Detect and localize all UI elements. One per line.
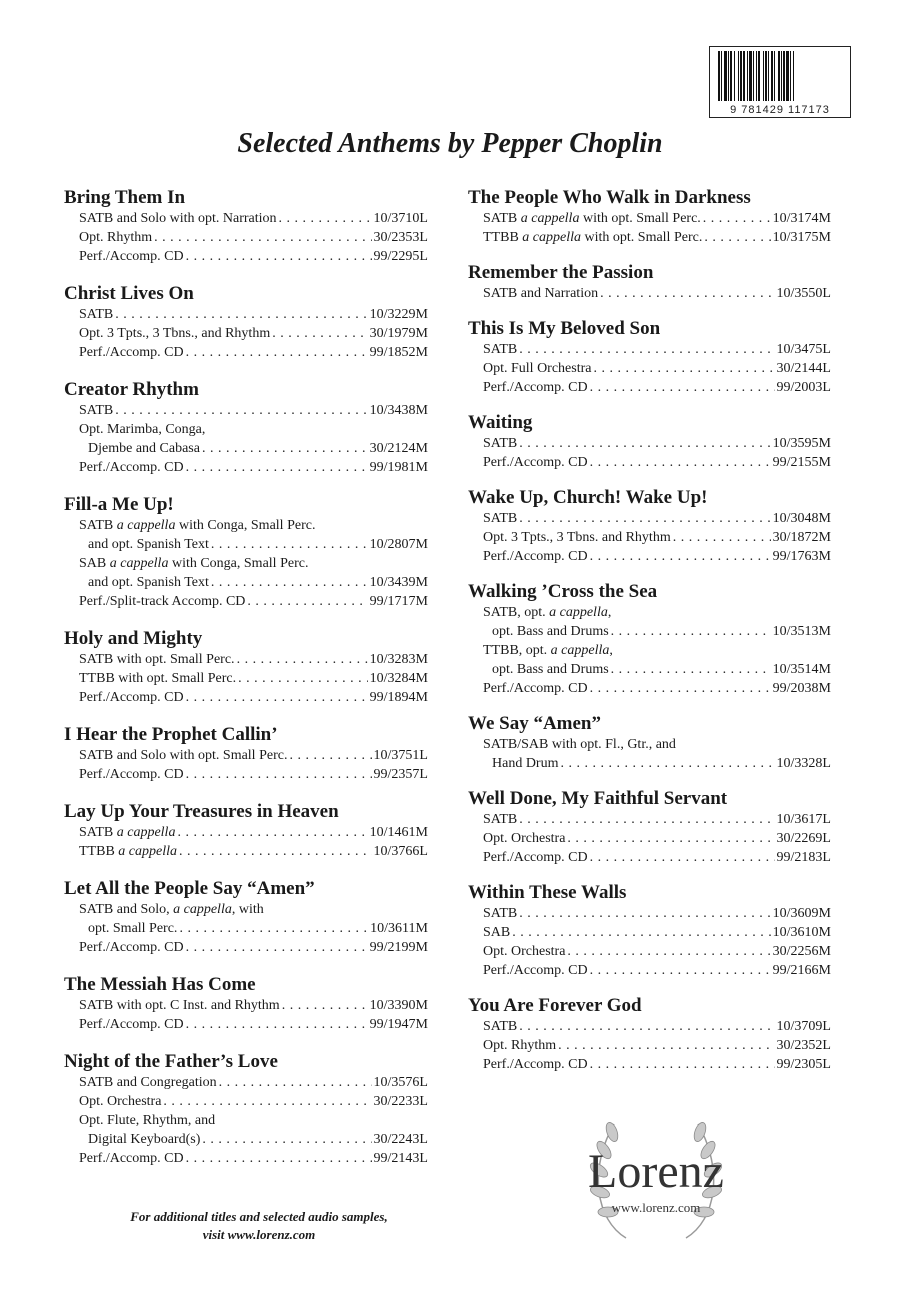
voicing-description: Opt. 3 Tpts., 3 Tbns., and Rhythm	[79, 326, 271, 341]
product-code: 30/2124M	[369, 441, 428, 456]
product-code: 99/2183L	[776, 850, 831, 865]
product-code: 10/3513M	[772, 624, 831, 639]
anthem-title: The People Who Walk in Darkness	[468, 187, 751, 208]
anthem-title: The Messiah Has Come	[64, 974, 256, 995]
voicing-line	[79, 458, 428, 477]
leader-dots	[161, 1092, 371, 1111]
voicing-description: SATB	[79, 307, 114, 322]
leader-dots	[217, 1073, 372, 1092]
voicing-line	[79, 996, 428, 1015]
anthem-entry	[468, 186, 831, 247]
product-code: 30/1872M	[772, 530, 831, 545]
leader-dots	[113, 305, 367, 324]
voicing-description: TTBB a cappella with opt. Small Perc.	[483, 230, 703, 245]
voicing-line	[483, 378, 831, 397]
voicing-description: Perf./Split-track Accomp. CD	[79, 594, 246, 609]
voicing-line	[483, 228, 831, 247]
voicing-description: SAB a cappella with Conga, Small Perc.	[79, 556, 309, 571]
voicing-line	[483, 923, 831, 942]
voicing-line	[79, 1149, 428, 1168]
voicing-line	[79, 1073, 428, 1092]
product-code: 10/3284M	[369, 671, 428, 686]
voicing-description: SATB	[483, 906, 518, 921]
voicing-line	[79, 305, 428, 324]
leader-dots	[598, 284, 774, 303]
anthem-entry	[468, 580, 831, 698]
voicing-description: opt. Small Perc.	[88, 921, 178, 936]
footer-line-1: For additional titles and selected audio samples,	[130, 1209, 388, 1224]
product-code: 99/2199M	[369, 940, 428, 955]
voicing-description: Perf./Accomp. CD	[79, 1017, 184, 1032]
anthem-title: Walking ’Cross the Sea	[468, 581, 658, 602]
voicing-line	[483, 679, 831, 698]
product-code: 10/3595M	[772, 436, 831, 451]
leader-dots	[609, 622, 771, 641]
product-code: 10/3439M	[369, 575, 428, 590]
leader-dots	[517, 904, 770, 923]
voicing-line	[483, 528, 831, 547]
anthem-title: Well Done, My Faithful Servant	[468, 788, 728, 809]
product-code: 99/1981M	[369, 460, 428, 475]
anthem-title: Night of the Father’s Love	[64, 1051, 278, 1072]
leader-dots	[245, 592, 367, 611]
voicing-line	[483, 340, 831, 359]
leader-dots	[517, 434, 770, 453]
leader-dots	[184, 1015, 368, 1034]
leader-dots	[588, 961, 771, 980]
voicing-line	[79, 1111, 428, 1130]
voicing-line	[88, 573, 428, 592]
product-code: 10/3550L	[776, 286, 831, 301]
voicing-description: SATB a cappella	[79, 825, 176, 840]
voicing-line	[79, 554, 428, 573]
voicing-line	[79, 1015, 428, 1034]
page-title: Selected Anthems by Pepper Choplin	[237, 128, 663, 159]
voicing-line	[483, 603, 831, 622]
anthem-title: I Hear the Prophet Callin’	[64, 724, 278, 745]
voicing-description: opt. Bass and Drums	[492, 662, 609, 677]
voicing-line	[483, 547, 831, 566]
product-code: 30/2353L	[373, 230, 428, 245]
voicing-description: Perf./Accomp. CD	[483, 1057, 588, 1072]
voicing-line	[492, 660, 831, 679]
voicing-description: Opt. Full Orchestra	[483, 361, 592, 376]
voicing-line	[483, 434, 831, 453]
voicing-description: SATB	[483, 342, 518, 357]
logo-wordmark: Lorenz	[588, 1145, 724, 1198]
voicing-description: TTBB, opt. a cappella,	[483, 643, 613, 658]
leader-dots	[184, 247, 372, 266]
voicing-line	[79, 516, 428, 535]
anthem-title: Within These Walls	[468, 882, 627, 903]
anthem-entry	[468, 261, 831, 303]
voicing-description: Perf./Accomp. CD	[483, 549, 588, 564]
anthem-title: Remember the Passion	[468, 262, 654, 283]
voicing-line	[483, 848, 831, 867]
leader-dots	[184, 765, 372, 784]
leader-dots	[588, 378, 775, 397]
anthem-title: Christ Lives On	[64, 283, 194, 304]
anthem-entry	[64, 493, 428, 611]
anthem-entry	[64, 378, 428, 477]
voicing-line	[88, 1130, 428, 1149]
anthem-entry	[64, 877, 428, 957]
voicing-line	[483, 829, 831, 848]
product-code: 10/3610M	[772, 925, 831, 940]
product-code: 10/3328L	[776, 756, 831, 771]
anthem-title: Fill-a Me Up!	[64, 494, 174, 515]
voicing-description: Djembe and Cabasa	[88, 441, 200, 456]
voicing-description: Perf./Accomp. CD	[483, 963, 588, 978]
voicing-description: Perf./Accomp. CD	[79, 690, 184, 705]
anthem-entry	[468, 787, 831, 867]
product-code: 30/1979M	[369, 326, 428, 341]
anthem-title: Holy and Mighty	[64, 628, 203, 649]
leader-dots	[510, 923, 770, 942]
product-code: 10/3283M	[369, 652, 428, 667]
product-code: 10/3175M	[772, 230, 831, 245]
product-code: 30/2243L	[373, 1132, 428, 1147]
product-code: 10/3617L	[776, 812, 831, 827]
voicing-line	[79, 688, 428, 707]
voicing-line	[79, 842, 428, 861]
voicing-line	[88, 439, 428, 458]
voicing-line	[79, 324, 428, 343]
anthem-title: You Are Forever God	[468, 995, 642, 1016]
voicing-line	[483, 509, 831, 528]
product-code: 10/3611M	[370, 921, 428, 936]
product-code: 99/1717M	[369, 594, 428, 609]
voicing-line	[79, 938, 428, 957]
leader-dots	[280, 996, 368, 1015]
isbn-barcode	[709, 46, 851, 118]
voicing-line	[483, 641, 831, 660]
product-code: 10/3229M	[369, 307, 428, 322]
lorenz-logo[interactable]	[566, 1110, 746, 1250]
voicing-description: SATB a cappella with opt. Small Perc.	[483, 211, 701, 226]
footer-note	[84, 1208, 434, 1244]
voicing-description: SATB and Solo, a cappella, with	[79, 902, 264, 917]
voicing-description: SATB and Congregation	[79, 1075, 217, 1090]
voicing-description: SATB with opt. Small Perc.	[79, 652, 235, 667]
voicing-description: Opt. 3 Tpts., 3 Tbns. and Rhythm	[483, 530, 671, 545]
voicing-line	[483, 1036, 831, 1055]
barcode-bars	[718, 51, 844, 101]
anthem-entry	[64, 800, 428, 861]
product-code: 99/1947M	[369, 1017, 428, 1032]
leader-dots	[277, 209, 372, 228]
leader-dots	[517, 810, 774, 829]
voicing-line	[492, 622, 831, 641]
voicing-description: SATB and Solo with opt. Narration	[79, 211, 277, 226]
voicing-line	[483, 359, 831, 378]
anthem-entry	[64, 282, 428, 362]
voicing-line	[79, 765, 428, 784]
leader-dots	[235, 650, 368, 669]
leader-dots	[671, 528, 771, 547]
leader-dots	[287, 746, 371, 765]
voicing-line	[483, 1017, 831, 1036]
voicing-description: SATB	[483, 1019, 518, 1034]
leader-dots	[184, 938, 368, 957]
leader-dots	[184, 343, 368, 362]
voicing-line	[483, 961, 831, 980]
anthem-entry	[468, 881, 831, 980]
voicing-line	[483, 735, 831, 754]
product-code: 99/1763M	[772, 549, 831, 564]
product-code: 30/2233L	[373, 1094, 428, 1109]
leader-dots	[184, 1149, 372, 1168]
voicing-description: SATB and Narration	[483, 286, 599, 301]
leader-dots	[609, 660, 771, 679]
voicing-description: Perf./Accomp. CD	[79, 345, 184, 360]
product-code: 10/3048M	[772, 511, 831, 526]
leader-dots	[177, 842, 372, 861]
product-code: 30/2144L	[776, 361, 831, 376]
voicing-description: SATB with opt. C Inst. and Rhythm	[79, 998, 280, 1013]
voicing-line	[79, 900, 428, 919]
anthem-entry	[468, 411, 831, 472]
voicing-line	[79, 228, 428, 247]
voicing-line	[483, 453, 831, 472]
anthem-title: Let All the People Say “Amen”	[64, 878, 315, 899]
product-code: 10/3514M	[772, 662, 831, 677]
anthem-entry	[64, 723, 428, 784]
product-code: 99/2305L	[776, 1057, 831, 1072]
voicing-description: SATB and Solo with opt. Small Perc.	[79, 748, 288, 763]
voicing-description: Opt. Flute, Rhythm, and	[79, 1113, 216, 1128]
anthem-title: Waiting	[468, 412, 533, 433]
voicing-line	[79, 592, 428, 611]
leader-dots	[588, 679, 771, 698]
product-code: 10/3438M	[369, 403, 428, 418]
voicing-description: Perf./Accomp. CD	[79, 940, 184, 955]
leader-dots	[175, 823, 367, 842]
anthem-title: This Is My Beloved Son	[468, 318, 661, 339]
product-code: 99/2003L	[776, 380, 831, 395]
product-code: 10/3174M	[772, 211, 831, 226]
voicing-description: Opt. Orchestra	[79, 1094, 162, 1109]
product-code: 10/3709L	[776, 1019, 831, 1034]
product-code: 99/1852M	[369, 345, 428, 360]
leader-dots	[559, 754, 775, 773]
voicing-description: SAB	[483, 925, 511, 940]
voicing-description: Perf./Accomp. CD	[483, 380, 588, 395]
barcode-digits: 9 781429 117173	[730, 104, 830, 116]
voicing-description: Perf./Accomp. CD	[79, 249, 184, 264]
voicing-description: and opt. Spanish Text	[88, 537, 209, 552]
voicing-description: Opt. Marimba, Conga,	[79, 422, 206, 437]
voicing-line	[79, 650, 428, 669]
product-code: 10/3475L	[776, 342, 831, 357]
product-code: 99/2295L	[373, 249, 428, 264]
product-code: 99/2143L	[373, 1151, 428, 1166]
product-code: 10/1461M	[369, 825, 428, 840]
voicing-description: Opt. Rhythm	[483, 1038, 557, 1053]
voicing-line	[88, 535, 428, 554]
leader-dots	[209, 573, 368, 592]
anthem-entry	[64, 973, 428, 1034]
product-code: 99/2155M	[772, 455, 831, 470]
leader-dots	[588, 547, 771, 566]
voicing-description: SATB a cappella with Conga, Small Perc.	[79, 518, 316, 533]
leader-dots	[209, 535, 368, 554]
anthem-title: Wake Up, Church! Wake Up!	[468, 487, 708, 508]
voicing-description: Perf./Accomp. CD	[79, 1151, 184, 1166]
leader-dots	[270, 324, 367, 343]
voicing-description: Opt. Orchestra	[483, 944, 566, 959]
product-code: 10/3710L	[373, 211, 428, 226]
leader-dots	[236, 669, 368, 688]
voicing-description: opt. Bass and Drums	[492, 624, 609, 639]
voicing-line	[483, 284, 831, 303]
product-code: 30/2352L	[776, 1038, 831, 1053]
product-code: 10/2807M	[369, 537, 428, 552]
product-code: 30/2256M	[772, 944, 831, 959]
leader-dots	[113, 401, 367, 420]
voicing-description: Perf./Accomp. CD	[483, 455, 588, 470]
voicing-description: Digital Keyboard(s)	[88, 1132, 201, 1147]
voicing-description: Perf./Accomp. CD	[79, 460, 184, 475]
voicing-description: SATB	[483, 812, 518, 827]
left-column	[64, 186, 428, 1168]
leader-dots	[200, 439, 368, 458]
voicing-line	[483, 942, 831, 961]
voicing-line	[79, 823, 428, 842]
voicing-description: TTBB a cappella	[79, 844, 177, 859]
leader-dots	[517, 1017, 774, 1036]
anthem-title: Creator Rhythm	[64, 379, 199, 400]
footer-line-2: visit www.lorenz.com	[202, 1227, 316, 1242]
voicing-line	[79, 209, 428, 228]
product-code: 99/1894M	[369, 690, 428, 705]
anthem-title: We Say “Amen”	[468, 713, 601, 734]
product-code: 99/2357L	[373, 767, 428, 782]
voicing-description: Perf./Accomp. CD	[483, 681, 588, 696]
leader-dots	[588, 1055, 775, 1074]
leader-dots	[565, 829, 774, 848]
leader-dots	[588, 453, 771, 472]
voicing-description: SATB	[483, 511, 518, 526]
logo-url: www.lorenz.com	[611, 1200, 701, 1215]
leader-dots	[184, 458, 368, 477]
product-code: 99/2038M	[772, 681, 831, 696]
voicing-description: TTBB with opt. Small Perc.	[79, 671, 237, 686]
leader-dots	[177, 919, 368, 938]
leader-dots	[591, 359, 774, 378]
leader-dots	[517, 509, 770, 528]
voicing-description: Opt. Orchestra	[483, 831, 566, 846]
anthem-entry	[64, 627, 428, 707]
voicing-line	[79, 1092, 428, 1111]
product-code: 99/2166M	[772, 963, 831, 978]
product-code: 10/3609M	[772, 906, 831, 921]
voicing-line	[79, 420, 428, 439]
leader-dots	[184, 688, 368, 707]
anthem-title: Bring Them In	[64, 187, 186, 208]
voicing-line	[79, 247, 428, 266]
voicing-line	[483, 810, 831, 829]
anthem-entry	[468, 712, 831, 773]
voicing-line	[483, 904, 831, 923]
product-code: 30/2269L	[776, 831, 831, 846]
voicing-description: SATB/SAB with opt. Fl., Gtr., and	[483, 737, 676, 752]
voicing-description: SATB	[79, 403, 114, 418]
anthem-entry	[468, 317, 831, 397]
voicing-line	[483, 1055, 831, 1074]
leader-dots	[565, 942, 770, 961]
voicing-line	[492, 754, 831, 773]
voicing-line	[483, 209, 831, 228]
voicing-description: Perf./Accomp. CD	[483, 850, 588, 865]
anthem-entry	[64, 1050, 428, 1168]
voicing-description: Hand Drum	[492, 756, 559, 771]
leader-dots	[200, 1130, 371, 1149]
anthem-entry	[64, 186, 428, 266]
voicing-line	[79, 669, 428, 688]
product-code: 10/3751L	[373, 748, 428, 763]
leader-dots	[517, 340, 774, 359]
anthem-entry	[468, 994, 831, 1074]
anthem-entry	[468, 486, 831, 566]
product-code: 10/3766L	[373, 844, 428, 859]
product-code: 10/3390M	[369, 998, 428, 1013]
voicing-line	[79, 746, 428, 765]
voicing-description: SATB, opt. a cappella,	[483, 605, 612, 620]
leader-dots	[701, 209, 771, 228]
voicing-line	[88, 919, 428, 938]
voicing-description: Perf./Accomp. CD	[79, 767, 184, 782]
leader-dots	[702, 228, 770, 247]
voicing-line	[79, 343, 428, 362]
voicing-description: SATB	[483, 436, 518, 451]
anthem-title: Lay Up Your Treasures in Heaven	[64, 801, 339, 822]
leader-dots	[588, 848, 775, 867]
voicing-line	[79, 401, 428, 420]
leader-dots	[556, 1036, 774, 1055]
leader-dots	[152, 228, 371, 247]
voicing-description: Opt. Rhythm	[79, 230, 153, 245]
voicing-description: and opt. Spanish Text	[88, 575, 209, 590]
right-column	[468, 186, 831, 1074]
product-code: 10/3576L	[373, 1075, 428, 1090]
